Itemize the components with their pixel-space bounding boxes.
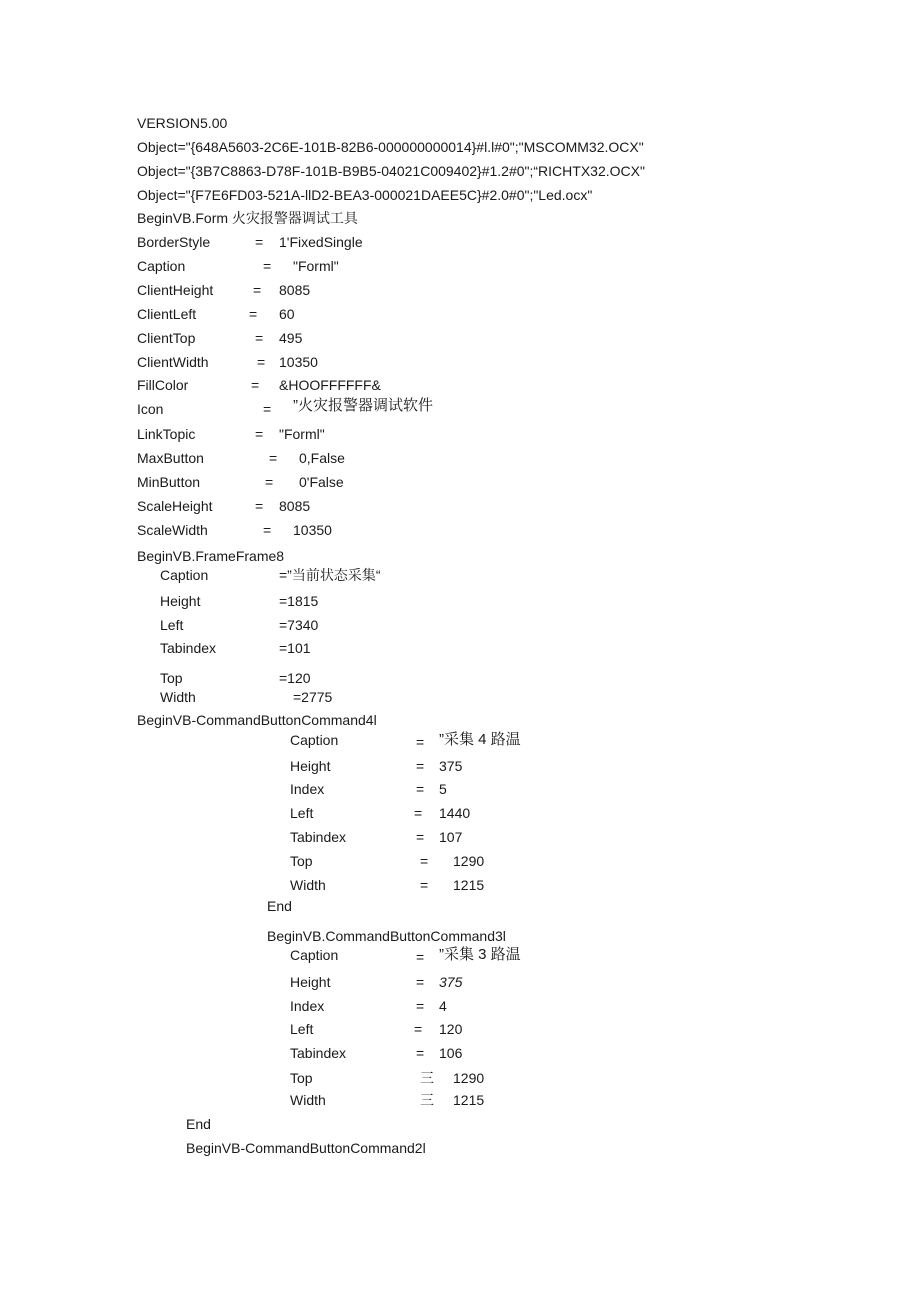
prop-value: 1290 bbox=[453, 1070, 485, 1086]
prop-value: 1215 bbox=[453, 877, 485, 893]
version-line: VERSION5.00 bbox=[137, 115, 228, 131]
prop-eq: = bbox=[249, 306, 258, 322]
prop-key: ScaleWidth bbox=[137, 522, 208, 538]
prop-key: ClientWidth bbox=[137, 354, 209, 370]
prop-eq: = bbox=[253, 282, 262, 298]
prop-value: 1440 bbox=[439, 805, 471, 821]
prop-key: Tabindex bbox=[290, 829, 347, 845]
prop-value: 107 bbox=[439, 829, 463, 845]
prop-value: 8085 bbox=[279, 498, 311, 514]
prop-eq: = bbox=[416, 1045, 425, 1061]
prop-eq: = bbox=[420, 853, 429, 869]
prop-eq: = bbox=[265, 474, 274, 490]
prop-value: 375 bbox=[439, 974, 463, 990]
prop-key: Tabindex bbox=[160, 640, 217, 656]
prop-eq: = bbox=[420, 877, 429, 893]
prop-key: Height bbox=[160, 593, 201, 609]
prop-eq: = bbox=[416, 974, 425, 990]
frame-begin-line: BeginVB.FrameFrame8 bbox=[137, 548, 285, 564]
prop-key: ClientHeight bbox=[137, 282, 214, 298]
prop-value: 0,False bbox=[299, 450, 345, 466]
prop-value: "Forml" bbox=[279, 426, 325, 442]
prop-key: Width bbox=[290, 1092, 326, 1108]
prop-key: Caption bbox=[290, 732, 339, 748]
prop-key: ClientTop bbox=[137, 330, 196, 346]
prop-eq: = bbox=[263, 258, 272, 274]
prop-eq: = bbox=[416, 998, 425, 1014]
prop-value: 120 bbox=[439, 1021, 463, 1037]
prop-value: 4 bbox=[439, 998, 447, 1014]
prop-eq: = bbox=[416, 829, 425, 845]
prop-eq: = bbox=[263, 401, 272, 417]
prop-key: Width bbox=[290, 877, 326, 893]
object-line-led: Object="{F7E6FD03-521A-llD2-BEA3-000021DAEE5C}#2.0#0";"Led.ocx" bbox=[137, 187, 593, 203]
prop-key: MaxButton bbox=[137, 450, 204, 466]
command3-begin-line: BeginVB.CommandButtonCommand3l bbox=[267, 928, 506, 944]
prop-eq: = bbox=[269, 450, 278, 466]
prop-key: Left bbox=[290, 805, 314, 821]
prop-key: LinkTopic bbox=[137, 426, 196, 442]
prop-value: 10350 bbox=[279, 354, 318, 370]
prop-eq: = bbox=[255, 330, 264, 346]
prop-eq: = bbox=[263, 522, 272, 538]
command4-begin-line: BeginVB-CommandButtonCommand4l bbox=[137, 712, 377, 728]
prop-value: ”采集 3 路温 bbox=[439, 946, 521, 963]
end-line: End bbox=[186, 1116, 211, 1132]
prop-value: 5 bbox=[439, 781, 447, 797]
prop-key: Index bbox=[290, 781, 325, 797]
prop-eq: = bbox=[416, 949, 425, 965]
prop-key: Height bbox=[290, 758, 331, 774]
object-line-mscomm: Object="{648A5603-2C6E-101B-82B6-000000000014}#l.l#0";"MSCOMM32.OCX" bbox=[137, 139, 644, 155]
prop-key: FillColor bbox=[137, 377, 189, 393]
prop-key: MinButton bbox=[137, 474, 201, 490]
prop-key: Top bbox=[160, 670, 183, 686]
prop-key: ClientLeft bbox=[137, 306, 197, 322]
prop-value: =1815 bbox=[279, 593, 319, 609]
prop-value: "Forml" bbox=[293, 258, 339, 274]
prop-key: Top bbox=[290, 853, 313, 869]
prop-value: =101 bbox=[279, 640, 311, 656]
prop-value: 0'False bbox=[299, 474, 344, 490]
prop-key: Left bbox=[290, 1021, 314, 1037]
prop-eq: = bbox=[416, 734, 425, 750]
prop-value: 1'FixedSingle bbox=[279, 234, 363, 250]
prop-value: ”火灾报警器调试软件 bbox=[293, 397, 433, 414]
prop-eq: = bbox=[255, 234, 264, 250]
prop-key: Caption bbox=[160, 567, 209, 583]
prop-key: Caption bbox=[137, 258, 186, 274]
command2-begin-line: BeginVB-CommandButtonCommand2l bbox=[186, 1140, 426, 1156]
form-begin-line: BeginVB.Form 火灾报警器调试工具 bbox=[137, 210, 358, 226]
prop-key: Top bbox=[290, 1070, 313, 1086]
prop-eq: = bbox=[251, 377, 260, 393]
prop-key: BorderStyle bbox=[137, 234, 211, 250]
prop-key: Index bbox=[290, 998, 325, 1014]
prop-value: 375 bbox=[439, 758, 463, 774]
prop-eq: = bbox=[414, 1021, 423, 1037]
prop-value: =7340 bbox=[279, 617, 319, 633]
prop-key: Left bbox=[160, 617, 184, 633]
prop-value: 8085 bbox=[279, 282, 311, 298]
prop-key: ScaleHeight bbox=[137, 498, 213, 514]
prop-value: 60 bbox=[279, 306, 295, 322]
prop-eq: = bbox=[416, 758, 425, 774]
prop-eq: 三 bbox=[420, 1070, 434, 1086]
prop-value: 10350 bbox=[293, 522, 332, 538]
prop-value: &HOOFFFFFF& bbox=[279, 377, 381, 393]
object-line-richtx: Object="{3B7C8863-D78F-101B-B9B5-04021C009402}#1.2#0";“RICHTX32.OCX" bbox=[137, 163, 645, 179]
prop-eq: = bbox=[255, 498, 264, 514]
prop-key: Caption bbox=[290, 947, 339, 963]
prop-value: 106 bbox=[439, 1045, 463, 1061]
prop-key: Height bbox=[290, 974, 331, 990]
prop-value: =”当前状态采集“ bbox=[279, 567, 381, 583]
prop-key: Width bbox=[160, 689, 196, 705]
prop-eq: = bbox=[416, 781, 425, 797]
prop-value: 495 bbox=[279, 330, 303, 346]
prop-eq: = bbox=[257, 354, 266, 370]
prop-value: 1290 bbox=[453, 853, 485, 869]
prop-eq: = bbox=[255, 426, 264, 442]
prop-value: ”采集 4 路温 bbox=[439, 731, 521, 748]
prop-value: =2775 bbox=[293, 689, 333, 705]
prop-eq: 三 bbox=[420, 1092, 434, 1108]
prop-value: =120 bbox=[279, 670, 311, 686]
prop-value: 1215 bbox=[453, 1092, 485, 1108]
command4-end-line: End bbox=[267, 898, 292, 914]
prop-key: Tabindex bbox=[290, 1045, 347, 1061]
prop-key: Icon bbox=[137, 401, 164, 417]
prop-eq: = bbox=[414, 805, 423, 821]
